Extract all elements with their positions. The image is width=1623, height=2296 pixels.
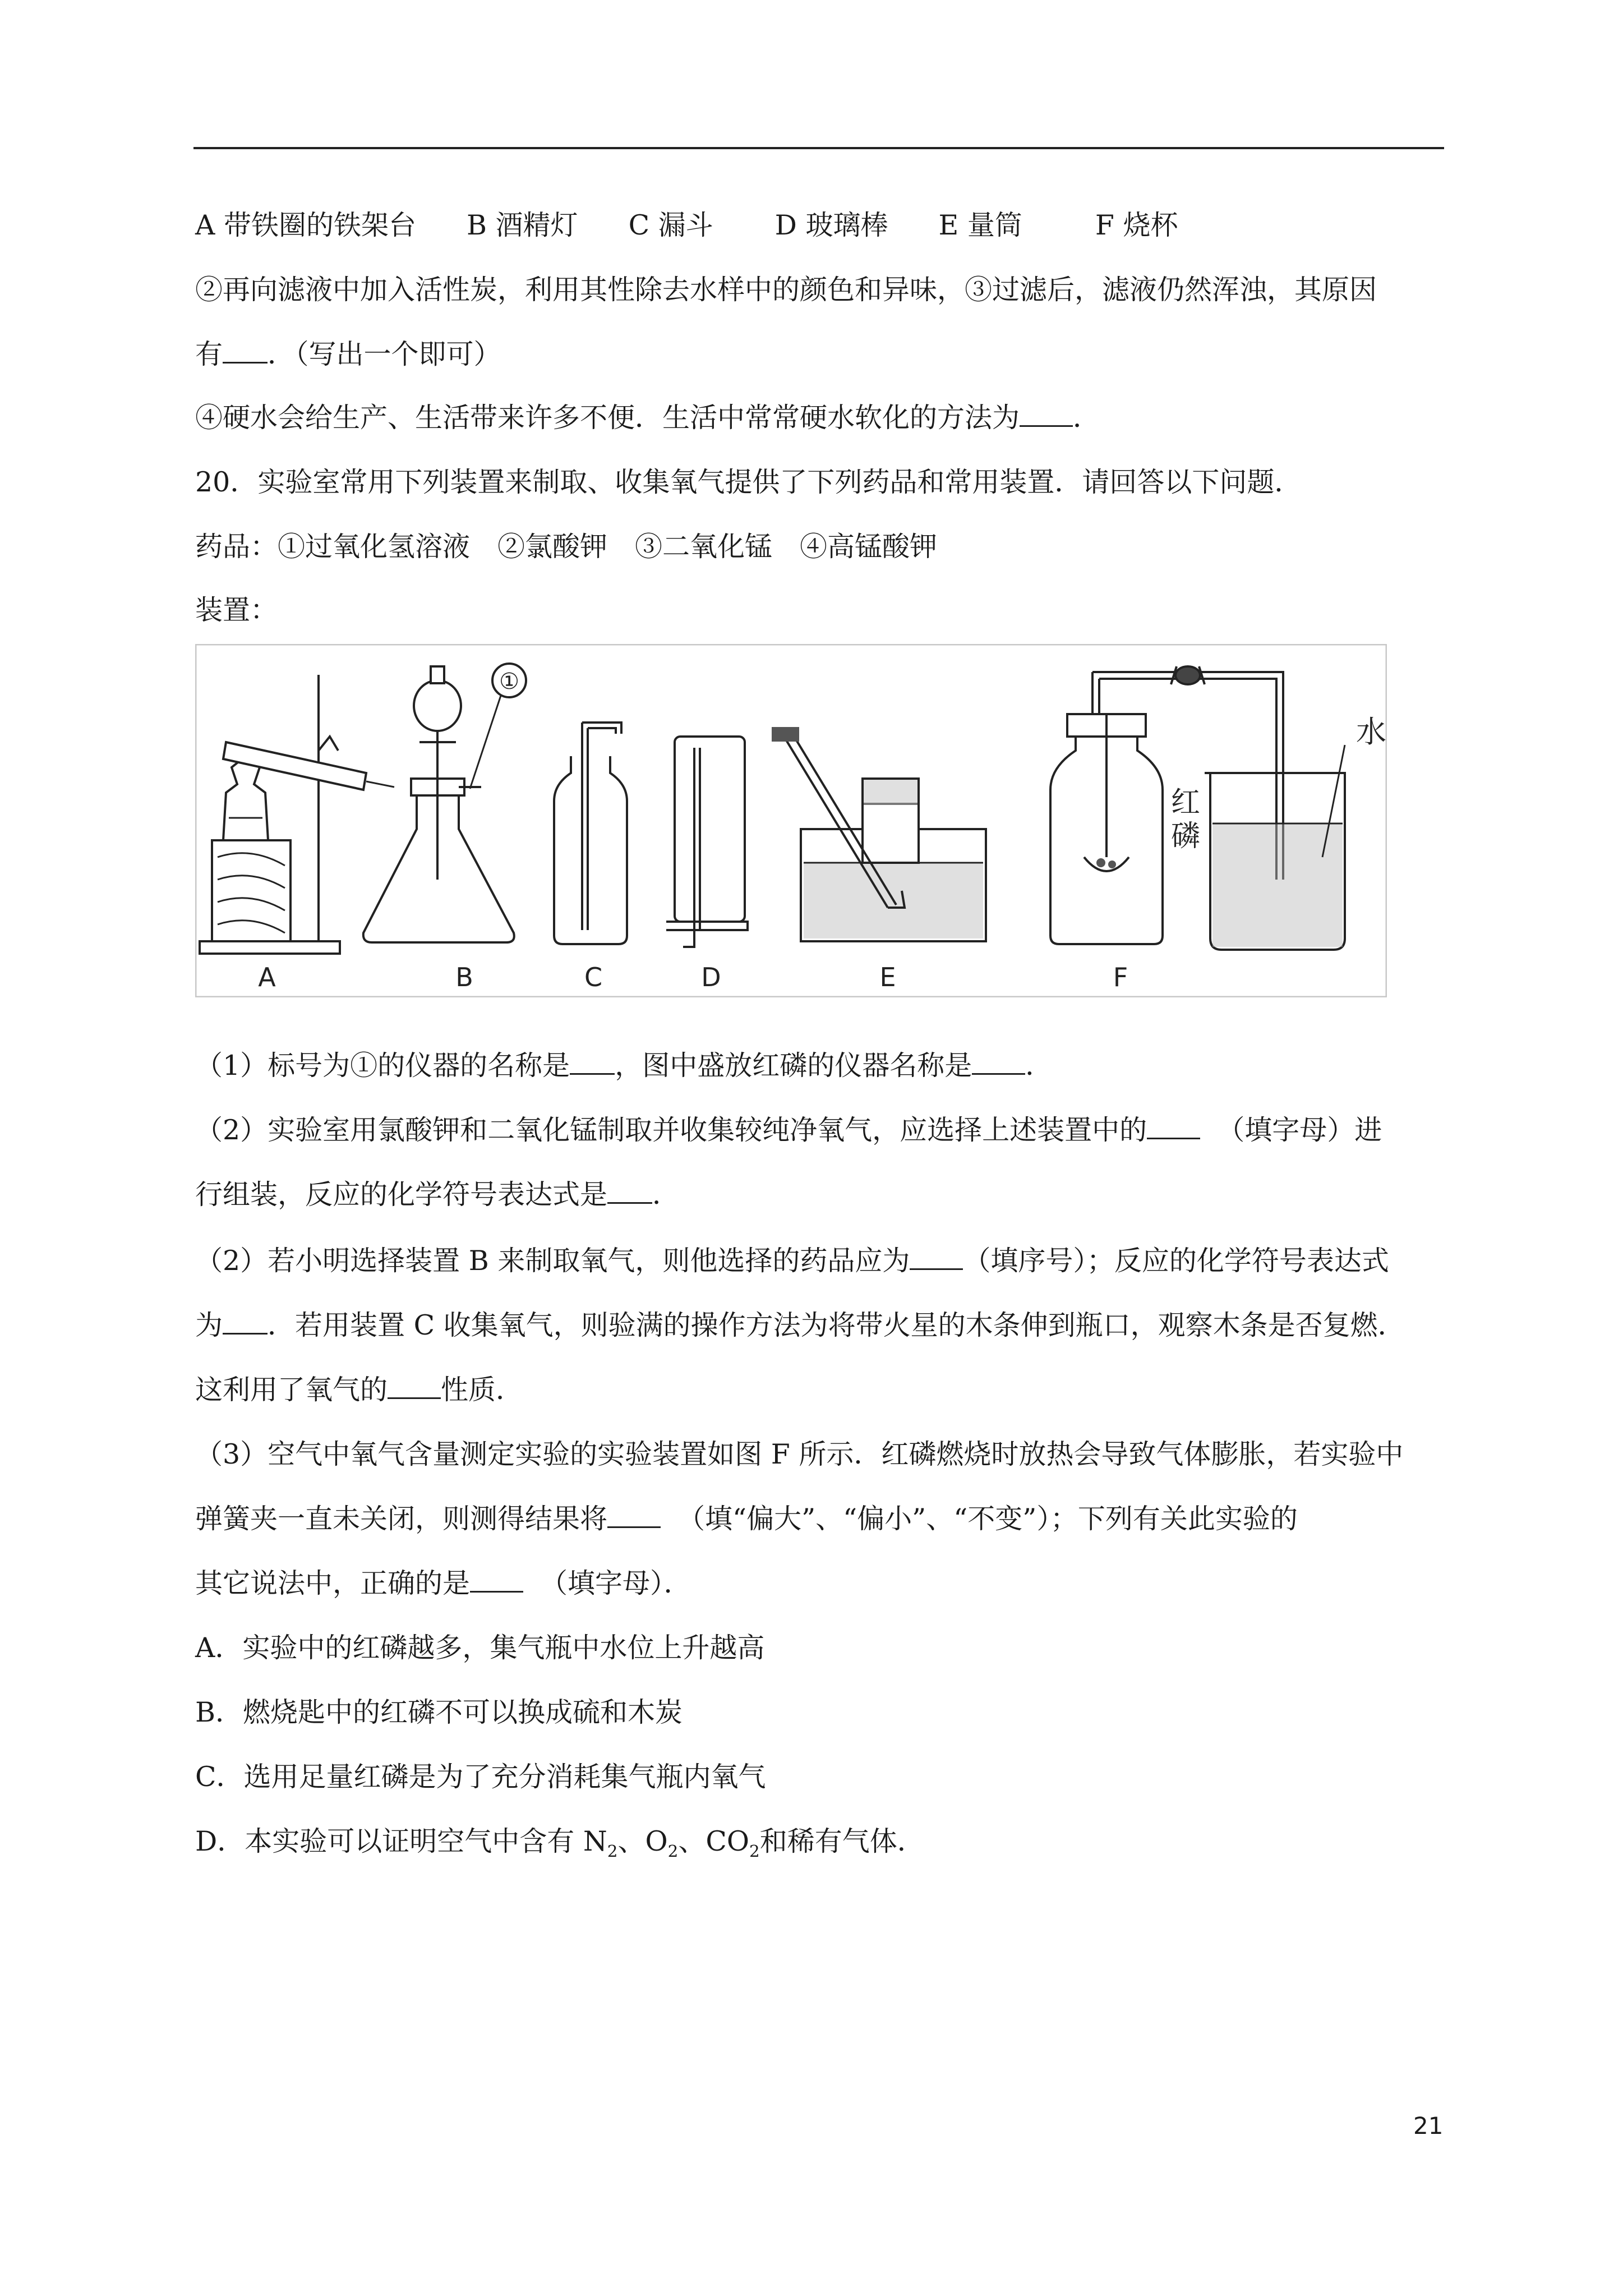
question-3-line2 bbox=[195, 1502, 1298, 1536]
device-label: 装置： bbox=[195, 594, 278, 626]
subscript: 2 bbox=[749, 1841, 760, 1861]
answer-blank bbox=[570, 1051, 615, 1075]
q3c-text: 其它说法中，正确的是 bbox=[195, 1567, 471, 1599]
reason-prefix: 有 bbox=[195, 338, 223, 370]
q3c-hint: （填字母）． bbox=[540, 1567, 691, 1599]
answer-blank bbox=[470, 1568, 523, 1593]
phosphorus-label-2: 磷 bbox=[1171, 820, 1201, 853]
q2a-text: （2）实验室用氯酸钾和二氧化锰制取并收集较纯净氧气，应选择上述装置中的 bbox=[195, 1114, 1147, 1146]
answer-blank bbox=[223, 1310, 268, 1335]
choice-c: C．选用足量红磷是为了充分消耗集气瓶内氧气 bbox=[195, 1761, 766, 1793]
figure-label-e: E bbox=[879, 962, 896, 992]
page-number: 21 bbox=[1413, 2112, 1444, 2139]
option-f: F 烧杯 bbox=[1095, 209, 1178, 241]
paragraph-reason-line bbox=[195, 338, 501, 371]
choice-d-o2: 、O bbox=[617, 1825, 668, 1857]
q2a2-end: ． bbox=[652, 1179, 680, 1211]
question-20-stem: 20．实验室常用下列装置来制取、收集氧气提供了下列药品和常用装置．请回答以下问题． bbox=[195, 466, 1302, 498]
hard-water-text: ④硬水会给生产、生活带来许多不便．生活中常常硬水软化的方法为 bbox=[195, 402, 1020, 434]
question-2b-line1 bbox=[195, 1244, 1389, 1278]
q2b-hint: （填序号）；反应的化学符号表达式 bbox=[963, 1245, 1389, 1277]
callout-label: ① bbox=[499, 669, 519, 694]
option-a: A 带铁圈的铁架台 bbox=[195, 209, 416, 241]
subscript: 2 bbox=[667, 1841, 679, 1861]
answer-blank bbox=[388, 1375, 441, 1399]
q2b-text: （2）若小明选择装置 B 来制取氧气，则他选择的药品应为 bbox=[195, 1245, 910, 1277]
q2a-hint: （填字母）进 bbox=[1217, 1114, 1382, 1146]
answer-blank bbox=[910, 1246, 963, 1270]
choice-d-co2: 、CO bbox=[678, 1825, 749, 1857]
question-3-line3 bbox=[195, 1567, 691, 1600]
q3b-hint: （填“偏大”、“偏小”、“不变”）；下列有关此实验的 bbox=[677, 1503, 1298, 1535]
q2b2-rest: ．若用装置 C 收集氧气，则验满的操作方法为将带火星的木条伸到瓶口，观察木条是否复燃． bbox=[268, 1309, 1405, 1341]
paragraph-hard-water bbox=[195, 401, 1100, 435]
figure-border bbox=[196, 645, 1386, 997]
q2b3-end: 性质． bbox=[441, 1374, 524, 1406]
paragraph-activated-carbon: ②再向滤液中加入活性炭，利用其性除去水样中的颜色和异味，③过滤后，滤液仍然浑浊，其原因 bbox=[195, 274, 1377, 306]
question-2b-line2 bbox=[195, 1309, 1405, 1342]
option-d: D 玻璃棒 bbox=[774, 209, 888, 241]
water-label: 水 bbox=[1356, 714, 1386, 749]
reason-suffix: ．（写出一个即可） bbox=[268, 338, 501, 370]
answer-blank bbox=[607, 1180, 652, 1204]
figure-label-b: B bbox=[455, 962, 473, 992]
option-e: E 量筒 bbox=[938, 209, 1022, 241]
answer-blank bbox=[607, 1504, 661, 1528]
drugs-list: 药品：①过氧化氢溶液 ②氯酸钾 ③二氧化锰 ④高锰酸钾 bbox=[195, 531, 938, 563]
option-c: C 漏斗 bbox=[628, 209, 713, 241]
question-3-line1: （3）空气中氧气含量测定实验的实验装置如图 F 所示．红磷燃烧时放热会导致气体膨胀，若实验中 bbox=[195, 1438, 1404, 1470]
figure-label-c: C bbox=[584, 962, 603, 992]
choice-d-end: 和稀有气体． bbox=[759, 1825, 925, 1857]
question-2b-line3 bbox=[195, 1373, 523, 1407]
subscript: 2 bbox=[607, 1841, 618, 1861]
apparatus-options-line bbox=[195, 209, 1228, 242]
q3b-text: 弹簧夹一直未关闭，则测得结果将 bbox=[195, 1503, 608, 1535]
choice-d bbox=[195, 1825, 925, 1868]
q1-mid-text: ，图中盛放红磷的仪器名称是 bbox=[615, 1050, 972, 1082]
q2a2-text: 行组装，反应的化学符号表达式是 bbox=[195, 1179, 608, 1211]
question-2a-line2 bbox=[195, 1178, 680, 1212]
choice-a: A．实验中的红磷越多，集气瓶中水位上升越高 bbox=[195, 1632, 765, 1664]
answer-blank bbox=[1147, 1115, 1200, 1139]
figure-label-a: A bbox=[258, 962, 276, 992]
answer-blank bbox=[972, 1051, 1025, 1075]
q1-text: （1）标号为①的仪器的名称是 bbox=[195, 1050, 570, 1082]
figure-label-f: F bbox=[1113, 962, 1128, 992]
q2b2-text: 为 bbox=[195, 1309, 223, 1341]
answer-blank bbox=[223, 339, 268, 364]
question-1 bbox=[195, 1049, 1053, 1083]
phosphorus-label-1: 红 bbox=[1171, 786, 1201, 820]
option-b: B 酒精灯 bbox=[466, 209, 578, 241]
choice-d-text: D．本实验可以证明空气中含有 N bbox=[195, 1825, 607, 1857]
apparatus-figure bbox=[195, 644, 1387, 997]
answer-blank bbox=[1020, 403, 1073, 427]
q1-end: ． bbox=[1025, 1050, 1053, 1082]
question-2a-line1 bbox=[195, 1114, 1382, 1147]
hard-water-end: ． bbox=[1073, 402, 1101, 434]
q2b3-text: 这利用了氧气的 bbox=[195, 1374, 388, 1406]
apparatus-d-downward-bottle bbox=[666, 737, 748, 947]
figure-label-d: D bbox=[701, 962, 721, 992]
header-rule bbox=[193, 147, 1444, 149]
choice-b: B．燃烧匙中的红磷不可以换成硫和木炭 bbox=[195, 1696, 683, 1728]
